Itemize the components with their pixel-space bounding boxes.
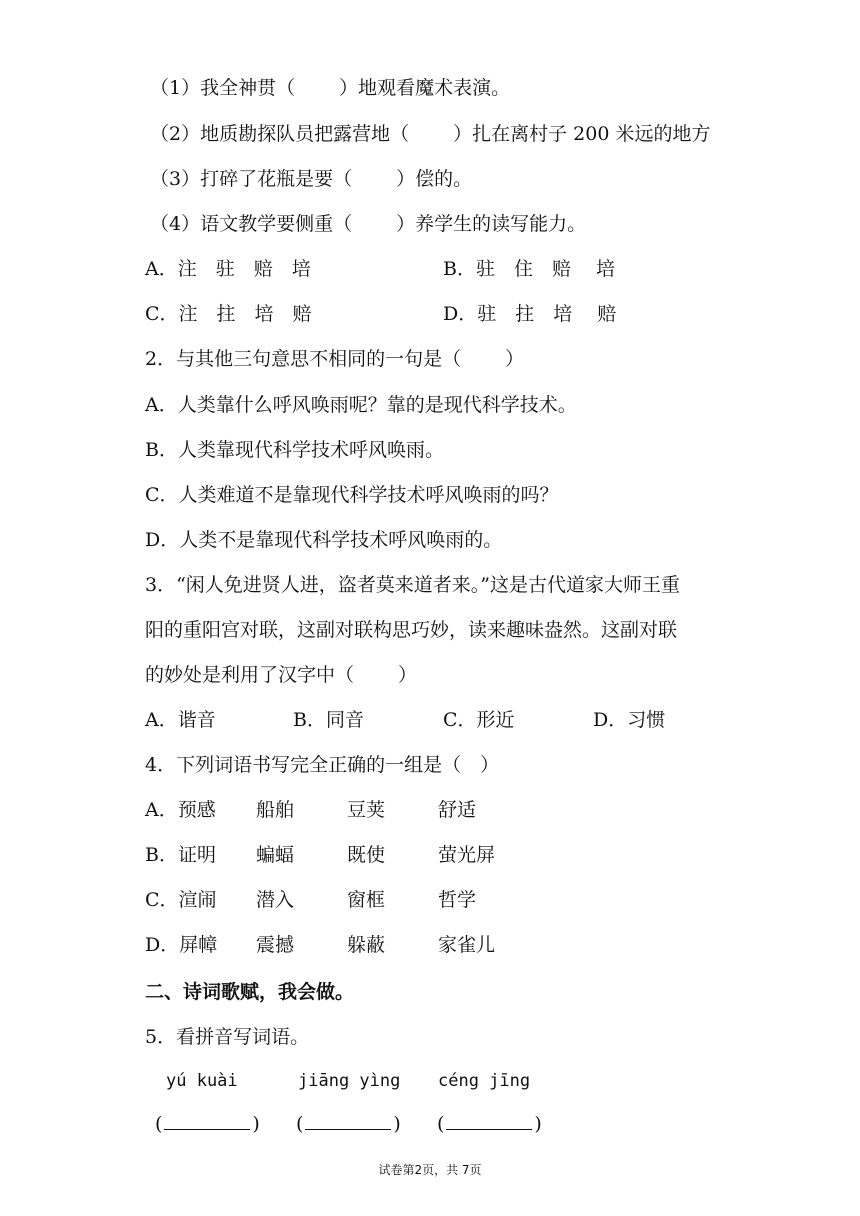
q1-option-c: C．注 拄 培 赔 — [145, 303, 312, 325]
q3-option-c: C．形近 — [443, 709, 515, 731]
q4-row-b-word-1: 蝙蝠 — [256, 844, 295, 866]
open-paren: ( — [155, 1113, 163, 1135]
q4-row-d-word-1: 震撼 — [256, 934, 295, 956]
q3-stem-line-2: 阳的重阳宫对联，这副对联构思巧妙，读来趣味盎然。这副对联 — [145, 619, 678, 641]
q1-option-b: B．驻 住 赔 培 — [443, 258, 616, 280]
q5-pinyin-3: céng jīng — [438, 1071, 531, 1091]
page-footer: 试卷第2页，共 7页 — [378, 1163, 482, 1177]
close-paren: ) — [393, 1113, 401, 1135]
q2-stem: 2．与其他三句意思不相同的一句是（ ） — [145, 348, 525, 370]
section-2-heading: 二、诗词歌赋，我会做。 — [145, 981, 355, 1003]
q3-option-a: A．谐音 — [145, 709, 216, 731]
q4-row-b-label: B．证明 — [145, 844, 216, 866]
q4-row-c-word-2: 窗框 — [347, 889, 386, 911]
open-paren: ( — [437, 1113, 445, 1135]
q4-row-c-word-1: 潜入 — [256, 889, 295, 911]
q2-option-a: A．人类靠什么呼风唤雨呢？靠的是现代科学技术。 — [145, 394, 577, 416]
q4-stem: 4．下列词语书写完全正确的一组是（ ） — [145, 754, 500, 776]
q4-row-a-word-1: 船舶 — [256, 799, 295, 821]
open-paren: ( — [296, 1113, 304, 1135]
q5-pinyin-2: jiāng yìng — [298, 1071, 401, 1091]
q4-row-a-word-3: 舒适 — [438, 799, 477, 821]
q4-row-d-word-3: 家雀儿 — [438, 934, 496, 956]
answer-underline — [305, 1113, 391, 1130]
q2-option-b: B．人类靠现代科学技术呼风唤雨。 — [145, 439, 444, 461]
q2-option-d: D．人类不是靠现代科学技术呼风唤雨的。 — [145, 529, 503, 551]
q5-answer-box-3[interactable] — [437, 1112, 542, 1136]
q1-item-2: （2）地质勘探队员把露营地（ ）扎在离村子 200 米远的地方 — [150, 123, 711, 145]
q4-row-a-label: A．预感 — [145, 799, 216, 821]
q5-answer-box-2[interactable] — [296, 1112, 401, 1136]
q1-option-d: D．驻 拄 培 赔 — [443, 303, 617, 325]
close-paren: ) — [534, 1113, 542, 1135]
q4-row-b-word-2: 既使 — [347, 844, 386, 866]
q4-row-a-word-2: 豆荚 — [347, 799, 386, 821]
q4-row-d-label: D．屏幛 — [145, 934, 218, 956]
q1-option-a: A．注 驻 赔 培 — [145, 258, 311, 280]
answer-underline — [446, 1113, 532, 1130]
q3-stem-line-1: 3．“闲人免进贤人进，盗者莫来道者来。”这是古代道家大师王重 — [145, 574, 681, 596]
q3-option-b: B．同音 — [293, 709, 364, 731]
answer-underline — [164, 1113, 250, 1130]
q5-stem: 5．看拼音写词语。 — [145, 1026, 310, 1048]
q3-stem-line-3: 的妙处是利用了汉字中（ ） — [145, 664, 418, 686]
q3-option-d: D．习惯 — [593, 709, 666, 731]
q5-answer-box-1[interactable] — [155, 1112, 260, 1136]
q1-item-3: （3）打碎了花瓶是要（ ）偿的。 — [150, 168, 473, 190]
q5-pinyin-1: yú kuài — [166, 1071, 238, 1091]
q4-row-d-word-2: 躲蔽 — [347, 934, 386, 956]
close-paren: ) — [252, 1113, 260, 1135]
q4-row-c-word-3: 哲学 — [438, 889, 477, 911]
q1-item-4: （4）语文教学要侧重（ ）养学生的读写能力。 — [150, 213, 587, 235]
q2-option-c: C．人类难道不是靠现代科学技术呼风唤雨的吗？ — [145, 484, 559, 506]
q1-item-1: （1）我全神贯（ ）地观看魔术表演。 — [150, 77, 511, 99]
q4-row-c-label: C．渲闹 — [145, 889, 217, 911]
q4-row-b-word-3: 萤光屏 — [438, 844, 496, 866]
